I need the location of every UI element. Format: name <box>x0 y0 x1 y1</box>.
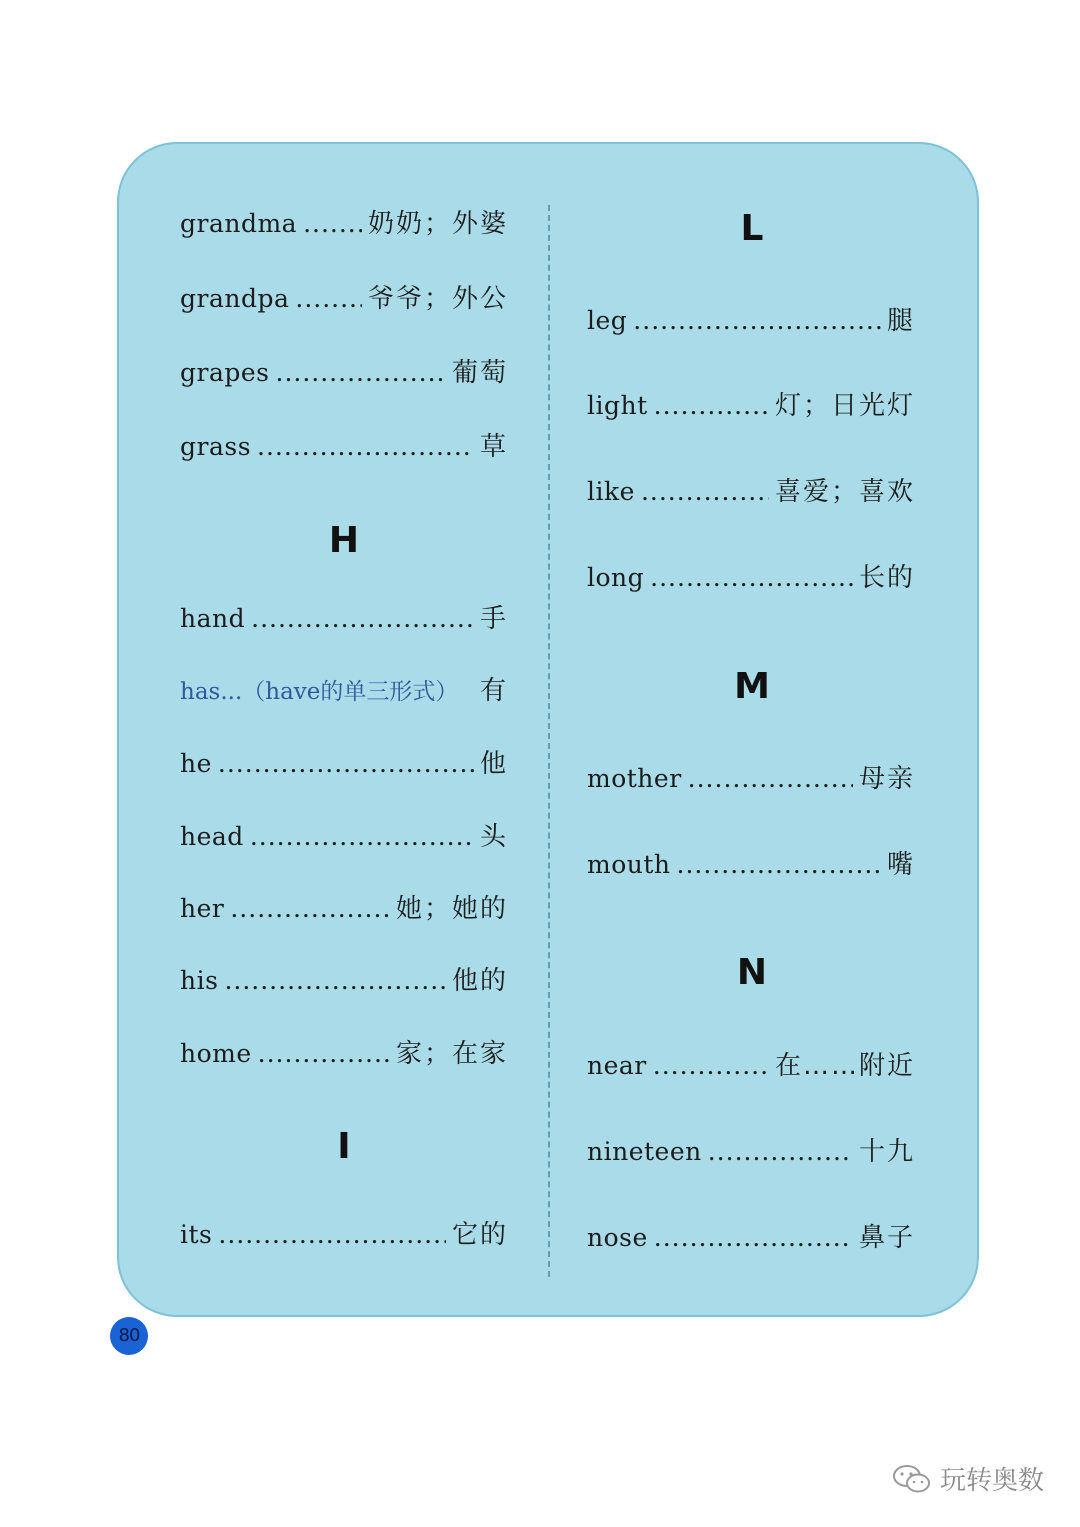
entry-meaning: 手 <box>479 604 508 634</box>
dot-leader <box>257 432 474 461</box>
column-divider <box>548 205 550 1277</box>
dot-leader <box>218 749 474 778</box>
entry-word: he <box>180 749 212 778</box>
entry-his <box>180 960 508 1000</box>
entry-long <box>587 557 915 597</box>
dot-leader <box>250 822 474 851</box>
entry-meaning: 长的 <box>858 563 915 593</box>
entry-meaning: 喜爱；喜欢 <box>774 477 915 507</box>
entry-grandpa <box>180 278 508 318</box>
entry-meaning: 她；她的 <box>395 894 508 924</box>
entry-meaning: 灯；日光灯 <box>774 391 915 421</box>
entry-word: grandpa <box>180 284 290 313</box>
entry-word: nineteen <box>587 1137 702 1166</box>
entry-meaning: 它的 <box>451 1220 508 1250</box>
entry-meaning: 鼻子 <box>858 1223 915 1253</box>
entry-word: near <box>587 1051 647 1080</box>
entry-word: has...（have的单三形式） <box>180 679 459 705</box>
entry-word: like <box>587 477 635 506</box>
dot-leader <box>688 764 853 793</box>
entry-meaning: 腿 <box>886 306 915 336</box>
dot-leader <box>677 850 881 879</box>
entry-home <box>180 1033 508 1073</box>
entry-he <box>180 743 508 783</box>
entry-head <box>180 816 508 856</box>
entry-leg <box>587 300 915 340</box>
entry-grapes <box>180 352 508 392</box>
dot-leader <box>654 1223 853 1252</box>
entry-word: home <box>180 1039 252 1068</box>
entry-word: grandma <box>180 209 298 238</box>
entry-its <box>180 1214 508 1254</box>
entry-meaning: 他 <box>479 749 508 779</box>
dot-leader <box>653 1051 769 1080</box>
entry-word: her <box>180 894 225 923</box>
section-letter-i: I <box>337 1126 351 1167</box>
entry-meaning: 家；在家 <box>395 1039 508 1069</box>
dot-leader <box>276 358 446 387</box>
section-letter-l: L <box>740 208 764 249</box>
entry-word: hand <box>180 604 246 633</box>
entry-meaning: 爷爷；外公 <box>367 284 508 314</box>
dot-leader <box>230 894 390 923</box>
dot-leader <box>251 604 474 633</box>
entry-hand <box>180 598 508 638</box>
entry-meaning: 十九 <box>858 1137 915 1167</box>
page-number-badge: 80 <box>110 1317 148 1355</box>
entry-like <box>587 471 915 511</box>
entry-her <box>180 888 508 928</box>
dot-leader <box>641 477 769 506</box>
entry-near <box>587 1045 915 1085</box>
entry-word: head <box>180 822 244 851</box>
dot-leader <box>303 209 362 238</box>
entry-nineteen <box>587 1131 915 1171</box>
entry-meaning: 在……附近 <box>774 1051 915 1081</box>
entry-meaning: 头 <box>479 822 508 852</box>
entry-meaning: 葡萄 <box>451 358 508 388</box>
dot-leader <box>708 1137 853 1166</box>
entry-word: mouth <box>587 850 671 879</box>
entry-word: light <box>587 391 648 420</box>
entry-grandma <box>180 203 508 243</box>
watermark-text: 玩转奥数 <box>940 1466 1045 1496</box>
entry-word: grapes <box>180 358 270 387</box>
entry-meaning: 他的 <box>451 966 508 996</box>
dot-leader <box>295 284 362 313</box>
wechat-icon <box>892 1463 932 1495</box>
section-letter-m: M <box>734 666 770 707</box>
entry-meaning: 嘴 <box>886 850 915 880</box>
entry-has <box>180 670 508 710</box>
dot-leader <box>218 1220 446 1249</box>
dot-leader <box>633 306 881 335</box>
entry-word: his <box>180 966 219 995</box>
entry-grass <box>180 426 508 466</box>
entry-meaning: 母亲 <box>858 764 915 794</box>
entry-mother <box>587 758 915 798</box>
entry-word: its <box>180 1220 213 1249</box>
entry-word: grass <box>180 432 252 461</box>
dot-leader <box>650 563 853 592</box>
section-letter-h: H <box>328 520 360 561</box>
dot-leader <box>654 391 769 420</box>
dot-leader <box>258 1039 390 1068</box>
entry-light <box>587 385 915 425</box>
entry-meaning: 奶奶；外婆 <box>367 209 508 239</box>
entry-meaning: 有 <box>479 676 508 706</box>
entry-word: leg <box>587 306 628 335</box>
entry-mouth <box>587 844 915 884</box>
dot-leader <box>224 966 446 995</box>
entry-nose <box>587 1217 915 1257</box>
entry-word: nose <box>587 1223 648 1252</box>
section-letter-n: N <box>736 952 768 993</box>
entry-word: mother <box>587 764 682 793</box>
watermark <box>892 1460 1044 1497</box>
entry-meaning: 草 <box>479 432 508 462</box>
entry-word: long <box>587 563 645 592</box>
